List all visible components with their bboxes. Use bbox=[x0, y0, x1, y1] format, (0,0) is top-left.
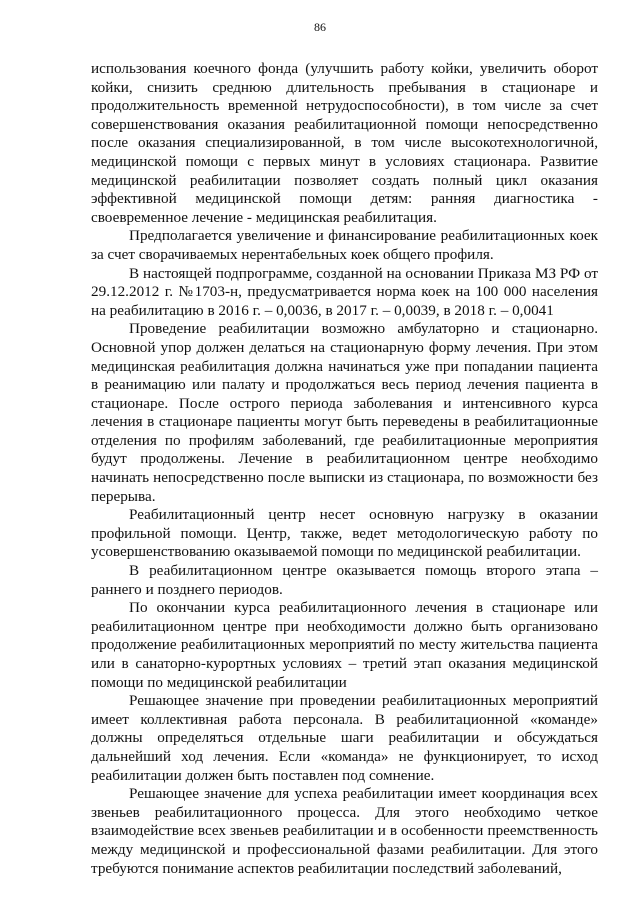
paragraph-rehab-center: Реабилитационный центр несет основную нагрузку в оказании профильной помощи. Центр, также, ведет методологическую работу по усовершенствованию оказываемой помощи по медицинской реабилитации. bbox=[91, 506, 598, 561]
paragraph-third-stage: По окончании курса реабилитационного лечения в стационаре или реабилитационном центре при необходимости должно быть организовано продолжение реабилитационных мероприятий по месту жительства пациента или в санаторно-курортных условиях – третий этап оказания медицинской помощи по медицинской реабилитации bbox=[91, 599, 598, 691]
body-text bbox=[91, 60, 598, 878]
paragraph-team-work: Решающее значение при проведении реабилитационных мероприятий имеет коллективная работа персонала. В реабилитационной «команде» должны определяться отдельные шаги реабилитации и обсуждаться дальнейший ход лечения. Если «команда» не функционирует, то исход реабилитации должен быть поставлен под сомнение. bbox=[91, 692, 598, 784]
paragraph-coordination: Решающее значение для успеха реабилитации имеет координация всех звеньев реабилитационного процесса. Для этого необходимо четкое взаимодействие всех звеньев реабилитации и в особенности преемственность между медицинской и профессиональной фазами реабилитации. Для этого требуются понимание аспектов реабилитации последствий заболеваний, bbox=[91, 785, 598, 877]
page-number: 86 bbox=[314, 20, 326, 34]
paragraph-second-stage: В реабилитационном центре оказывается помощь второго этапа – раннего и позднего периодов. bbox=[91, 562, 598, 598]
paragraph-beds-financing: Предполагается увеличение и финансирование реабилитационных коек за счет сворачиваемых нерентабельных коек общего профиля. bbox=[91, 227, 598, 263]
paragraph-bed-norm: В настоящей подпрограмме, созданной на основании Приказа МЗ РФ от 29.12.2012 г. №1703-н, предусматривается норма коек на 100 000 населения на реабилитацию в 2016 г. – 0,0036, в 2017 г. – 0,0039, в 2018 г. – 0,0041 bbox=[91, 264, 598, 319]
paragraph-rehab-forms: Проведение реабилитации возможно амбулаторно и стационарно. Основной упор должен делаться на стационарную форму лечения. При этом медицинская реабилитация должна начинаться уже при попадании пациента в реанимацию или палату и продолжаться весь период лечения пациента в стационаре. После острого периода заболевания и интенсивного курса лечения в стационаре пациенты могут быть переведены в реабилитационные отделения по профилям заболеваний, где реабилитационные мероприятия будут продолжены. Лечение в реабилитационном центре необходимо начинать непосредственно после выписки из стационара, по возможности без перерыва. bbox=[91, 320, 598, 505]
paragraph-continuation: использования коечного фонда (улучшить работу койки, увеличить оборот койки, снизить среднюю длительность пребывания в стационаре и продолжительность временной нетрудоспособности), в том числе за счет совершенствования оказания реабилитационной помощи непосредственно после оказания специализированной, в том числе высокотехнологичной, медицинской помощи с первых минут в условиях стационара. Развитие медицинской реабилитации позволяет создать полный цикл оказания эффективной медицинской помощи детям: ранняя диагностика - своевременное лечение - медицинская реабилитация. bbox=[91, 60, 598, 226]
